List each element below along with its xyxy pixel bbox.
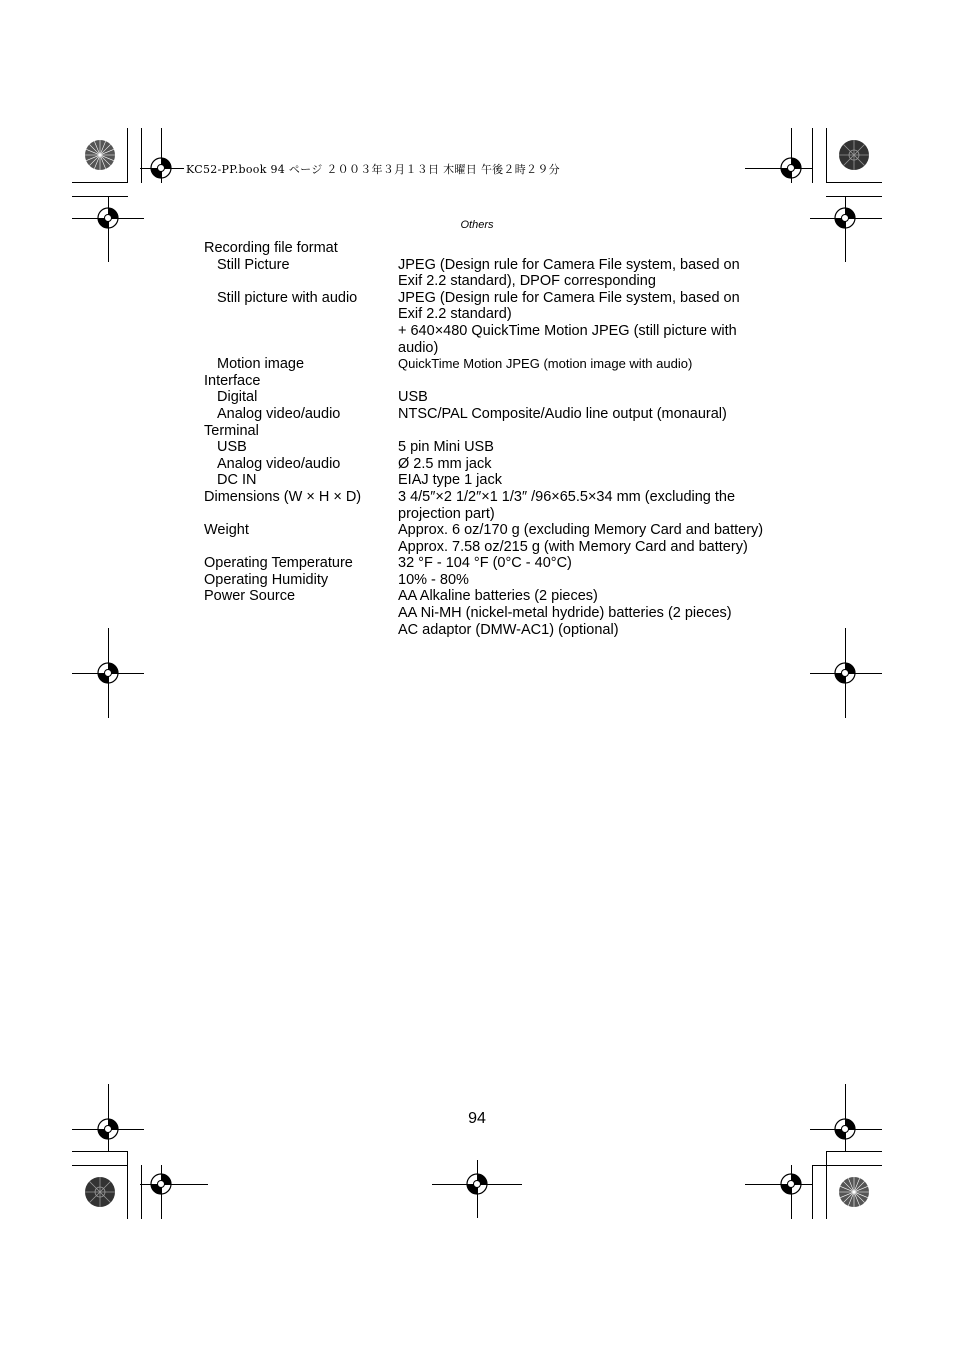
crop-line [826, 182, 882, 183]
spec-value: JPEG (Design rule for Camera File system, based on Exif 2.2 standard) [398, 289, 740, 323]
spec-label: Dimensions (W × H × D) [204, 488, 362, 505]
spec-row [204, 356, 764, 373]
printer-wheel-icon [838, 139, 870, 171]
spec-label: Weight [204, 522, 249, 539]
crop-line [812, 1165, 813, 1219]
crop-line [826, 128, 827, 183]
spec-row [204, 406, 764, 423]
crop-line [826, 1151, 827, 1219]
printer-wheel-icon [84, 139, 116, 171]
spec-label: Power Source [204, 588, 296, 605]
crop-line [72, 182, 128, 183]
spec-row [204, 423, 764, 440]
spec-row [204, 240, 764, 257]
registration-mark-icon [779, 156, 803, 180]
crop-line [141, 128, 142, 183]
spec-value: AC adaptor (DMW-AC1) (optional) [398, 621, 619, 638]
crop-line [141, 1165, 142, 1219]
spec-row [204, 389, 764, 406]
crop-line [812, 1165, 882, 1166]
registration-mark-icon [465, 1172, 489, 1196]
spec-label: DC IN [217, 472, 257, 489]
spec-row [204, 439, 764, 456]
crop-line [812, 128, 813, 183]
crop-line [72, 196, 128, 197]
crop-line [72, 1165, 128, 1166]
spec-row [204, 290, 764, 356]
spec-row [204, 373, 764, 390]
spec-label: Still picture with audio [217, 289, 358, 306]
spec-value: QuickTime Motion JPEG (motion image with audio) [398, 356, 693, 372]
spec-value: Approx. 7.58 oz/215 g (with Memory Card and battery) [398, 538, 748, 555]
spec-value: 32 °F - 104 °F (0°C - 40°C) [398, 555, 572, 572]
spec-label: Digital [217, 389, 258, 406]
crop-line [72, 1151, 128, 1152]
spec-row [204, 555, 764, 572]
spec-value: NTSC/PAL Composite/Audio line output (monaural) [398, 405, 727, 422]
printer-wheel-icon [84, 1176, 116, 1208]
spec-value: Approx. 6 oz/170 g (excluding Memory Card and battery) [398, 522, 764, 539]
spec-label: Interface [204, 372, 261, 389]
registration-mark-icon [833, 661, 857, 685]
spec-label: Analog video/audio [217, 455, 341, 472]
spec-value: 3 4/5″×2 1/2″×1 1/3″ /96×65.5×34 mm (excluding the projection part) [398, 488, 736, 522]
spec-value: AA Ni-MH (nickel-metal hydride) batteries (2 pieces) [398, 605, 732, 622]
section-label: Others [460, 219, 494, 231]
crop-line [826, 196, 882, 197]
spec-row [204, 456, 764, 473]
registration-mark-icon [779, 1172, 803, 1196]
spec-label: Recording file format [204, 240, 338, 256]
spec-label: Terminal [204, 422, 259, 439]
printer-wheel-icon [838, 1176, 870, 1208]
spec-row [204, 257, 764, 290]
spec-value: EIAJ type 1 jack [398, 472, 502, 489]
spec-value: 5 pin Mini USB [398, 439, 494, 456]
spec-row [204, 588, 764, 638]
spec-value: 10% - 80% [398, 571, 469, 588]
spec-row [204, 572, 764, 589]
spec-value: JPEG (Design rule for Camera File system, based on Exif 2.2 standard), DPOF corresponding [398, 256, 740, 290]
page-number: 94 [468, 1110, 486, 1127]
spec-label: Motion image [217, 356, 305, 373]
registration-mark-icon [96, 661, 120, 685]
spec-row [204, 472, 764, 489]
spec-label: Operating Temperature [204, 555, 353, 572]
spec-label: Analog video/audio [217, 405, 341, 422]
registration-mark-icon [149, 1172, 173, 1196]
print-header: KC52-PP.book 94 ページ ２００３年３月１３日 木曜日 午後２時２９分 [186, 163, 560, 176]
crop-line [127, 1151, 128, 1219]
spec-label: Still Picture [217, 256, 290, 273]
crop-line [826, 1151, 882, 1152]
spec-value: Ø 2.5 mm jack [398, 455, 492, 472]
registration-mark-icon [149, 156, 173, 180]
spec-row [204, 489, 764, 522]
crop-line [127, 128, 128, 183]
spec-value: USB [398, 389, 428, 406]
spec-label: USB [217, 439, 247, 456]
spec-table [204, 240, 764, 638]
spec-row [204, 522, 764, 555]
spec-value: + 640×480 QuickTime Motion JPEG (still picture with audio) [398, 322, 737, 356]
spec-value: AA Alkaline batteries (2 pieces) [398, 588, 598, 605]
spec-label: Operating Humidity [204, 571, 329, 588]
